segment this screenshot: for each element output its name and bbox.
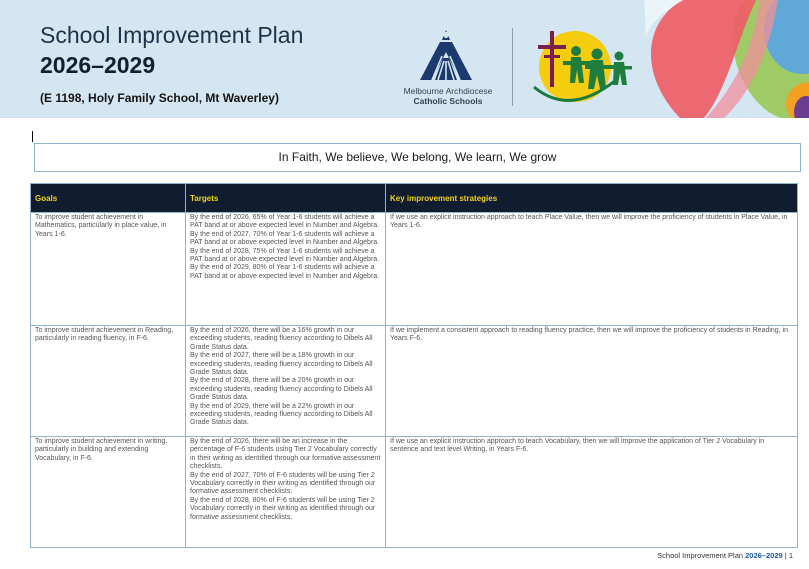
column-header-goals: Goals	[31, 184, 186, 213]
school-motto: In Faith, We believe, We belong, We learn, We grow	[34, 143, 801, 172]
plan-years: 2026–2029	[40, 52, 156, 78]
table-row	[31, 437, 798, 548]
target-item: By the end of 2029, 80% of Year 1-6 students will achieve a PAT band at or above expected level in Number and Algebra.	[190, 264, 380, 280]
target-item: By the end of 2029, there will be a 22% growth in our exceeding students, reading fluency according to Dibels All Grade Status data.	[190, 402, 373, 427]
target-item: By the end of 2028, 75% of Year 1-6 students will achieve a PAT band at or above expected level in Number and Algebra.	[190, 247, 380, 264]
target-item: By the end of 2026, there will be a 16% growth in our exceeding students, reading fluency according to Dibels All Grade Status data.	[190, 327, 373, 351]
target-item: By the end of 2026, there will be an increase in the percentage of F-6 students using Tier 2 Vocabulary correctly in their writing as identified through our formative assessment checklists.	[190, 438, 381, 471]
target-item: By the end of 2027, 70% of F-6 students will be using Tier 2 Vocabulary correctly in their writing as identified through our formative assessment checklists.	[190, 471, 376, 496]
footer-years: 2026–2029	[745, 551, 783, 560]
column-header-strategies: Key improvement strategies	[386, 184, 798, 213]
target-item: By the end of 2027, 70% of Year 1-6 students will achieve a PAT band at or above expected level in Number and Algebra.	[190, 230, 380, 247]
table-row	[31, 326, 798, 437]
targets-cell	[186, 437, 386, 548]
strategy-cell: If we use an explicit instruction approach to teach Place Value, then we will improve the proficiency of students in Place Value, in Years 1-6.	[386, 213, 798, 326]
text-cursor	[32, 131, 33, 142]
table-row	[31, 213, 798, 326]
footer-label: School Improvement Plan	[657, 551, 744, 560]
page-header	[0, 0, 809, 118]
partner-logo-text	[393, 86, 503, 106]
decorative-leaves	[640, 0, 809, 118]
table-header-row	[31, 184, 798, 213]
school-code: (E 1198, Holy Family School, Mt Waverley)	[40, 91, 279, 105]
holy-family-school-logo	[530, 25, 640, 107]
logo-divider	[512, 28, 513, 106]
melbourne-archdiocese-logo	[420, 28, 472, 82]
goal-cell: To improve student achievement in Reading, particularly in reading fluency, in F-6.	[31, 326, 186, 437]
page-number: 1	[788, 551, 793, 560]
goal-cell: To improve student achievement in Mathematics, particularly in place value, in Years 1-6.	[31, 213, 186, 326]
target-item: By the end of 2028, 80% of F-6 students will be using Tier 2 Vocabulary correctly in their writing as identified through our formative assessment checklists.	[190, 496, 376, 521]
targets-cell	[186, 326, 386, 437]
targets-cell	[186, 213, 386, 326]
improvement-plan-table	[30, 183, 798, 548]
target-item: By the end of 2026, 65% of Year 1-6 students will achieve a PAT band at or above expected level in Number and Algebra.	[190, 214, 380, 230]
partner-logo-line1: Melbourne Archdiocese	[403, 86, 493, 96]
strategy-cell: If we use an explicit instruction approach to teach Vocabulary, then we will improve the application of Tier 2 Vocabulary in sentence and text level Writing, in Years F-6.	[386, 437, 798, 548]
strategy-cell: If we implement a consistent approach to reading fluency practice, then we will improve the proficiency of students in Reading, in Years F-6.	[386, 326, 798, 437]
goal-cell: To improve student achievement in writing, particularly in building and extending Vocabulary, in F-6.	[31, 437, 186, 548]
footer-separator: |	[784, 551, 787, 560]
page-footer	[657, 551, 793, 560]
column-header-targets: Targets	[186, 184, 386, 213]
target-item: By the end of 2027, there will be a 18% growth in our exceeding students, reading fluency according to Dibels All Grade Status data.	[190, 352, 373, 377]
partner-logo-line2: Catholic Schools	[413, 96, 483, 106]
page-title: School Improvement Plan	[40, 22, 304, 48]
target-item: By the end of 2028, there will be a 20% growth in our exceeding students, reading fluency according to Dibels All Grade Status data.	[190, 377, 373, 402]
